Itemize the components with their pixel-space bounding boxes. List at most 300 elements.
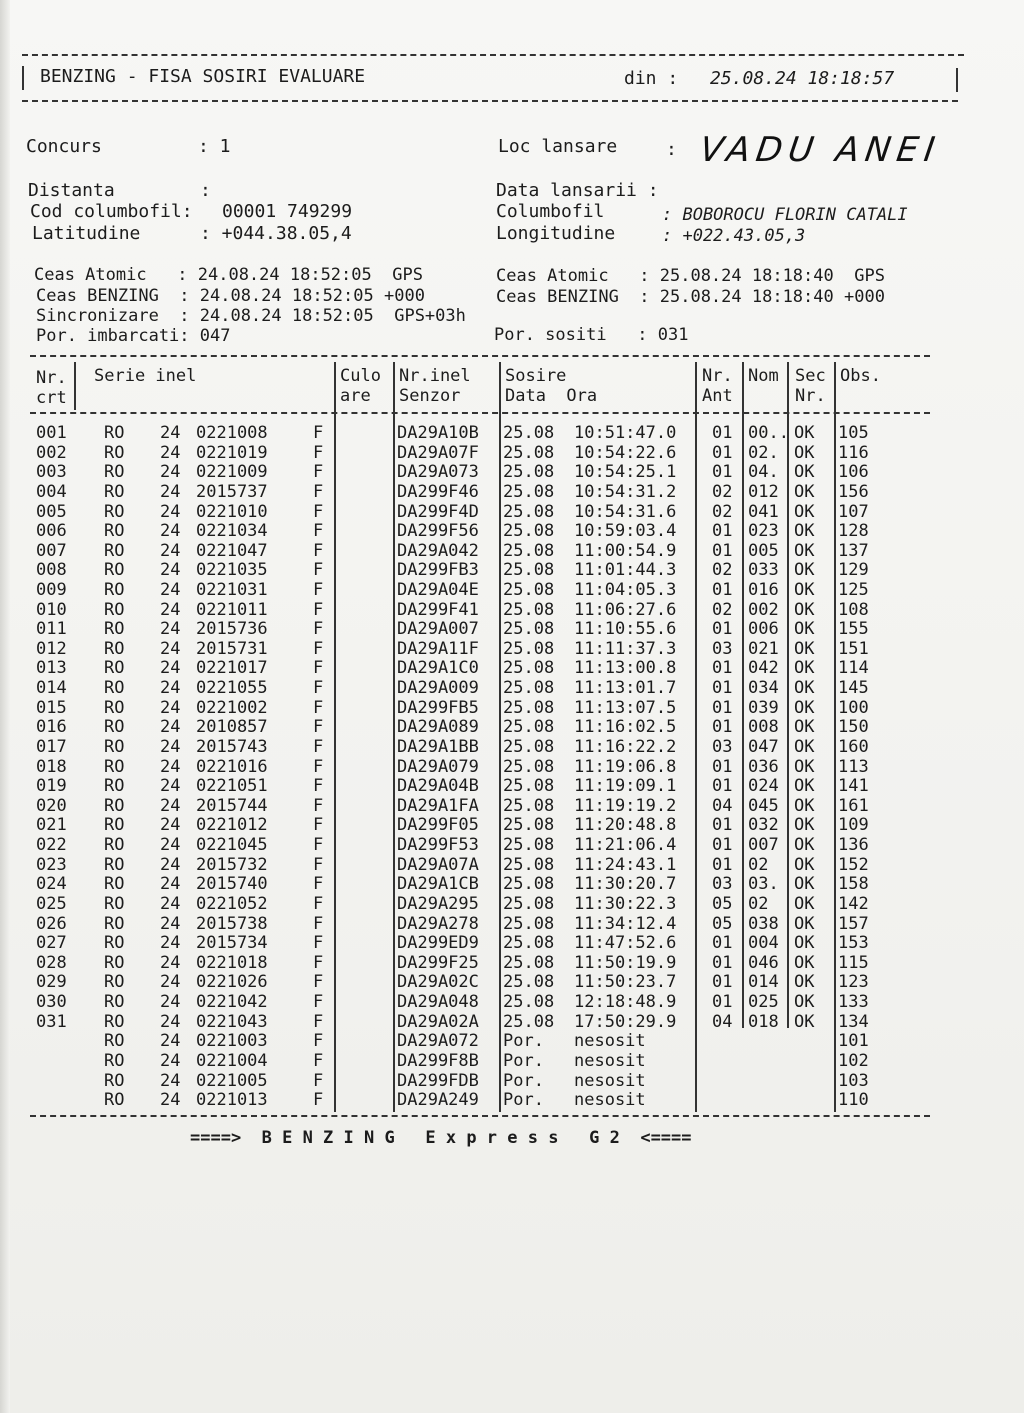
- cell-ring-number: 0221052: [196, 893, 268, 914]
- cell-country: RO: [104, 697, 125, 718]
- cell-arrival-time: 12:18:48.9: [574, 992, 677, 1012]
- cell-ring-number: 0221004: [196, 1050, 268, 1071]
- cell-antenna: 01: [712, 580, 733, 600]
- cell-sex: F: [313, 560, 324, 581]
- cell-obs: 101: [838, 1031, 869, 1052]
- cell-nom: 002: [748, 599, 779, 620]
- cell-antenna: 02: [712, 501, 733, 522]
- cell-country: RO: [104, 442, 125, 463]
- cell-sensor-ring: DA299F41: [397, 599, 479, 620]
- cell-arrival-time: nesosit: [574, 1090, 646, 1111]
- col-divider: [742, 362, 744, 1028]
- cell-year: 24: [160, 462, 181, 483]
- cell-sec-status: OK: [794, 697, 815, 718]
- cell-arrival-date: 25.08: [503, 580, 555, 600]
- cell-obs: 106: [838, 462, 869, 483]
- ceas-benzing-start: Ceas BENZING : 24.08.24 18:52:05 +000: [36, 286, 425, 306]
- cell-ring-number: 2015734: [196, 933, 268, 954]
- cell-arrival-date: 25.08: [503, 795, 555, 816]
- cell-obs: 109: [838, 815, 869, 836]
- cell-sex: F: [313, 462, 324, 483]
- table-top-rule: [30, 355, 930, 357]
- cell-arrival-time: 11:50:23.7: [574, 972, 677, 993]
- cell-obs: 161: [838, 795, 869, 816]
- cell-country: RO: [104, 972, 125, 993]
- cell-sec-status: OK: [794, 776, 815, 797]
- cell-nr-crt: 005: [36, 501, 67, 522]
- cell-country: RO: [104, 1090, 125, 1111]
- report-title: BENZING - FISA SOSIRI EVALUARE: [40, 66, 366, 87]
- cell-sex: F: [313, 736, 324, 757]
- cell-arrival-time: 10:59:03.4: [574, 521, 677, 542]
- cell-sex: F: [313, 481, 324, 502]
- cell-nom: 016: [748, 580, 779, 600]
- col-header-sosire: Sosire: [505, 366, 567, 386]
- cell-year: 24: [160, 423, 181, 443]
- cell-country: RO: [104, 481, 125, 502]
- cell-sex: F: [313, 756, 324, 777]
- cell-obs: 152: [838, 854, 869, 875]
- cell-sensor-ring: DA29A089: [397, 717, 479, 738]
- cell-arrival-date: 25.08: [503, 933, 555, 954]
- cell-ring-number: 0221035: [196, 560, 268, 581]
- cell-sec-status: OK: [794, 952, 815, 973]
- ceas-benzing-end: Ceas BENZING : 25.08.24 18:18:40 +000: [496, 287, 885, 307]
- cell-antenna: 01: [712, 678, 733, 699]
- cell-ring-number: 2015732: [196, 854, 268, 875]
- cell-antenna: 03: [712, 736, 733, 757]
- col-divider: [499, 362, 501, 1112]
- cell-country: RO: [104, 893, 125, 914]
- cell-nr-crt: 023: [36, 854, 67, 875]
- cell-sensor-ring: DA29A11F: [397, 638, 479, 659]
- cell-obs: 133: [838, 992, 869, 1012]
- loc-lansare-sep: :: [666, 139, 677, 160]
- cell-obs: 102: [838, 1050, 869, 1071]
- cell-obs: 134: [838, 1011, 869, 1032]
- cell-ring-number: 0221009: [196, 462, 268, 483]
- cell-arrival-date: 25.08: [503, 756, 555, 777]
- cell-ring-number: 2015731: [196, 638, 268, 659]
- cell-ring-number: 0221031: [196, 580, 268, 600]
- cell-obs: 137: [838, 540, 869, 561]
- cell-nom: 018: [748, 1011, 779, 1032]
- header-bottom-rule: [22, 100, 958, 102]
- cell-sec-status: OK: [794, 736, 815, 757]
- cell-obs: 158: [838, 874, 869, 895]
- col-header-sec: Sec: [795, 366, 826, 386]
- cell-country: RO: [104, 815, 125, 836]
- concurs-label: Concurs: [26, 136, 102, 157]
- cell-antenna: 01: [712, 756, 733, 777]
- cell-ring-number: 0221016: [196, 756, 268, 777]
- cell-nr-crt: 030: [36, 992, 67, 1012]
- cell-antenna: 01: [712, 442, 733, 463]
- cell-nr-crt: 015: [36, 697, 67, 718]
- cell-arrival-time: 11:30:20.7: [574, 874, 677, 895]
- cell-sex: F: [313, 815, 324, 836]
- col-divider: [787, 362, 789, 1028]
- cell-antenna: 01: [712, 521, 733, 542]
- cell-sec-status: OK: [794, 874, 815, 895]
- cell-sec-status: OK: [794, 795, 815, 816]
- cell-ring-number: 2010857: [196, 717, 268, 738]
- cell-year: 24: [160, 580, 181, 600]
- cell-sec-status: OK: [794, 638, 815, 659]
- cell-antenna: 05: [712, 913, 733, 934]
- cell-nr-crt: 012: [36, 638, 67, 659]
- cell-antenna: 01: [712, 992, 733, 1012]
- cell-ring-number: 0221043: [196, 1011, 268, 1032]
- cell-arrival-time: 11:24:43.1: [574, 854, 677, 875]
- latitudine-label: Latitudine: [32, 223, 141, 244]
- col-header-nr-ant: Nr.: [702, 366, 733, 386]
- cell-obs: 113: [838, 756, 869, 777]
- cell-antenna: 01: [712, 540, 733, 561]
- cell-nom: 04.: [748, 462, 779, 483]
- cell-arrival-time: 11:11:37.3: [574, 638, 677, 659]
- header-right-bar: [956, 68, 958, 92]
- cell-nom: 034: [748, 678, 779, 699]
- cell-nom: 032: [748, 815, 779, 836]
- cell-arrival-date: Por.: [503, 1090, 544, 1111]
- cell-nr-crt: 002: [36, 442, 67, 463]
- cell-obs: 103: [838, 1070, 869, 1091]
- cell-nom: 007: [748, 835, 779, 855]
- cell-nr-crt: 018: [36, 756, 67, 777]
- cell-sex: F: [313, 442, 324, 463]
- cell-ring-number: 0221026: [196, 972, 268, 993]
- col-divider: [334, 362, 336, 1112]
- cell-nr-crt: 024: [36, 874, 67, 895]
- cell-sec-status: OK: [794, 893, 815, 914]
- cell-country: RO: [104, 952, 125, 973]
- cell-nom: 036: [748, 756, 779, 777]
- cell-arrival-date: 25.08: [503, 619, 555, 640]
- cell-nom: 005: [748, 540, 779, 561]
- cell-arrival-date: 25.08: [503, 835, 555, 855]
- cell-sensor-ring: DA29A07A: [397, 854, 479, 875]
- cell-nr-crt: 017: [36, 736, 67, 757]
- cell-year: 24: [160, 1011, 181, 1032]
- cell-year: 24: [160, 442, 181, 463]
- cell-sex: F: [313, 972, 324, 993]
- cell-year: 24: [160, 658, 181, 679]
- cell-arrival-date: 25.08: [503, 678, 555, 699]
- cell-arrival-time: 11:19:09.1: [574, 776, 677, 797]
- cell-sec-status: OK: [794, 540, 815, 561]
- cell-sensor-ring: DA29A1CB: [397, 874, 479, 895]
- cell-ring-number: 0221013: [196, 1090, 268, 1111]
- cell-nom: 02: [748, 893, 769, 914]
- cell-country: RO: [104, 423, 125, 443]
- cell-ring-number: 2015737: [196, 481, 268, 502]
- data-lansarii-label: Data lansarii :: [496, 180, 659, 201]
- cell-antenna: 03: [712, 638, 733, 659]
- cell-year: 24: [160, 697, 181, 718]
- cell-sec-status: OK: [794, 423, 815, 443]
- cell-obs: 107: [838, 501, 869, 522]
- cell-arrival-time: 11:01:44.3: [574, 560, 677, 581]
- cell-antenna: 01: [712, 815, 733, 836]
- cell-nom: 006: [748, 619, 779, 640]
- cell-sensor-ring: DA29A009: [397, 678, 479, 699]
- distanta-value: :: [200, 180, 211, 201]
- col-divider: [393, 362, 395, 1112]
- cell-antenna: 01: [712, 952, 733, 973]
- cell-sensor-ring: DA29A04E: [397, 580, 479, 600]
- cell-antenna: 05: [712, 893, 733, 914]
- cell-sec-status: OK: [794, 835, 815, 855]
- cell-year: 24: [160, 1070, 181, 1091]
- cell-arrival-date: 25.08: [503, 481, 555, 502]
- cell-country: RO: [104, 1031, 125, 1052]
- cell-sec-status: OK: [794, 933, 815, 954]
- cell-ring-number: 0221012: [196, 815, 268, 836]
- cell-nom: 025: [748, 992, 779, 1012]
- cell-obs: 129: [838, 560, 869, 581]
- cell-arrival-date: 25.08: [503, 501, 555, 522]
- cell-sec-status: OK: [794, 913, 815, 934]
- cell-country: RO: [104, 501, 125, 522]
- cell-country: RO: [104, 992, 125, 1012]
- cell-nr-crt: 014: [36, 678, 67, 699]
- cell-country: RO: [104, 717, 125, 738]
- cell-sex: F: [313, 1011, 324, 1032]
- cell-country: RO: [104, 756, 125, 777]
- cell-obs: 108: [838, 599, 869, 620]
- col-header-senzor: Senzor: [399, 386, 461, 406]
- cell-ring-number: 0221003: [196, 1031, 268, 1052]
- cell-country: RO: [104, 638, 125, 659]
- cell-country: RO: [104, 736, 125, 757]
- cell-arrival-date: 25.08: [503, 913, 555, 934]
- cell-ring-number: 0221045: [196, 835, 268, 855]
- cell-year: 24: [160, 815, 181, 836]
- cell-country: RO: [104, 560, 125, 581]
- cell-nom: 039: [748, 697, 779, 718]
- cell-arrival-time: nesosit: [574, 1050, 646, 1071]
- cell-year: 24: [160, 756, 181, 777]
- cell-antenna: 01: [712, 717, 733, 738]
- cell-year: 24: [160, 933, 181, 954]
- cell-ring-number: 2015743: [196, 736, 268, 757]
- cell-year: 24: [160, 501, 181, 522]
- cell-arrival-date: 25.08: [503, 874, 555, 895]
- cell-arrival-time: nesosit: [574, 1070, 646, 1091]
- cell-sex: F: [313, 540, 324, 561]
- sincronizare: Sincronizare : 24.08.24 18:52:05 GPS+03h: [36, 306, 466, 326]
- cell-arrival-time: 11:21:06.4: [574, 835, 677, 855]
- cell-nr-crt: 003: [36, 462, 67, 483]
- cell-nr-crt: 022: [36, 835, 67, 855]
- cell-sensor-ring: DA299F4D: [397, 501, 479, 522]
- cell-nr-crt: 020: [36, 795, 67, 816]
- longitudine-label: Longitudine: [496, 223, 616, 244]
- cell-nom: 041: [748, 501, 779, 522]
- cell-arrival-time: 11:16:22.2: [574, 736, 677, 757]
- cell-arrival-time: 11:00:54.9: [574, 540, 677, 561]
- cell-sensor-ring: DA29A02C: [397, 972, 479, 993]
- columbofil-label: Columbofil: [496, 201, 605, 222]
- cell-arrival-date: 25.08: [503, 521, 555, 542]
- cell-arrival-date: 25.08: [503, 638, 555, 659]
- cell-sex: F: [313, 893, 324, 914]
- cell-nr-crt: 008: [36, 560, 67, 581]
- cell-ring-number: 2015744: [196, 795, 268, 816]
- cell-nom: 00..: [748, 423, 789, 443]
- cell-arrival-time: 11:19:06.8: [574, 756, 677, 777]
- cell-sensor-ring: DA299FB3: [397, 560, 479, 581]
- cell-nr-crt: 031: [36, 1011, 67, 1032]
- cell-antenna: 04: [712, 795, 733, 816]
- col-header-ant: Ant: [702, 386, 733, 406]
- cell-sensor-ring: DA299F05: [397, 815, 479, 836]
- cell-obs: 115: [838, 952, 869, 973]
- cell-sec-status: OK: [794, 619, 815, 640]
- cell-obs: 125: [838, 580, 869, 600]
- cell-year: 24: [160, 560, 181, 581]
- cell-sex: F: [313, 717, 324, 738]
- concurs-value: : 1: [198, 136, 231, 157]
- cell-sensor-ring: DA29A072: [397, 1031, 479, 1052]
- table-bottom-rule: [30, 1115, 930, 1117]
- cell-nom: 047: [748, 736, 779, 757]
- cell-sec-status: OK: [794, 658, 815, 679]
- cell-year: 24: [160, 972, 181, 993]
- cell-antenna: 01: [712, 423, 733, 443]
- cell-obs: 151: [838, 638, 869, 659]
- cell-sec-status: OK: [794, 481, 815, 502]
- cell-arrival-time: 11:20:48.8: [574, 815, 677, 836]
- cell-sex: F: [313, 1090, 324, 1111]
- cell-ring-number: 0221010: [196, 501, 268, 522]
- cell-ring-number: 0221034: [196, 521, 268, 542]
- cell-nom: 042: [748, 658, 779, 679]
- cell-arrival-time: 10:51:47.0: [574, 423, 677, 443]
- cell-year: 24: [160, 481, 181, 502]
- cell-sec-status: OK: [794, 815, 815, 836]
- cell-country: RO: [104, 874, 125, 895]
- cell-ring-number: 2015736: [196, 619, 268, 640]
- cell-country: RO: [104, 795, 125, 816]
- cell-year: 24: [160, 776, 181, 797]
- cell-antenna: 02: [712, 599, 733, 620]
- cell-ring-number: 0221047: [196, 540, 268, 561]
- cell-antenna: 01: [712, 933, 733, 954]
- cell-antenna: 01: [712, 972, 733, 993]
- distanta-label: Distanta: [28, 180, 115, 201]
- col-divider: [695, 362, 697, 1112]
- cell-obs: 105: [838, 423, 869, 443]
- longitudine-value: : +022.43.05,3: [662, 226, 806, 246]
- cell-ring-number: 0221042: [196, 992, 268, 1012]
- cell-nom: 004: [748, 933, 779, 954]
- cell-ring-number: 0221055: [196, 678, 268, 699]
- cell-antenna: 02: [712, 481, 733, 502]
- cell-obs: 157: [838, 913, 869, 934]
- cell-nr-crt: 011: [36, 619, 67, 640]
- cell-sensor-ring: DA299FDB: [397, 1070, 479, 1091]
- cell-arrival-date: Por.: [503, 1031, 544, 1052]
- cell-arrival-date: 25.08: [503, 462, 555, 483]
- cell-nom: 024: [748, 776, 779, 797]
- header-top-rule: [22, 54, 964, 56]
- cell-nom: 038: [748, 913, 779, 934]
- cell-arrival-time: 11:13:00.8: [574, 658, 677, 679]
- cell-country: RO: [104, 776, 125, 797]
- cell-year: 24: [160, 913, 181, 934]
- cell-arrival-date: 25.08: [503, 952, 555, 973]
- loc-lansare-label: Loc lansare: [498, 136, 618, 157]
- cell-arrival-date: 25.08: [503, 854, 555, 875]
- cell-year: 24: [160, 893, 181, 914]
- cell-arrival-date: 25.08: [503, 736, 555, 757]
- ceas-atomic-start: Ceas Atomic : 24.08.24 18:52:05 GPS: [34, 265, 423, 285]
- cell-sex: F: [313, 854, 324, 875]
- cell-sensor-ring: DA29A1BB: [397, 736, 479, 757]
- col-header-nrinel: Nr.inel: [399, 366, 471, 386]
- cell-country: RO: [104, 854, 125, 875]
- cell-country: RO: [104, 619, 125, 640]
- col-header-data-ora: Data Ora: [505, 386, 598, 406]
- cell-sensor-ring: DA29A042: [397, 540, 479, 561]
- cell-nr-crt: 019: [36, 776, 67, 797]
- cell-year: 24: [160, 599, 181, 620]
- cell-arrival-date: 25.08: [503, 1011, 555, 1032]
- cell-sensor-ring: DA29A10B: [397, 423, 479, 443]
- cell-sex: F: [313, 580, 324, 600]
- cell-ring-number: 0221051: [196, 776, 268, 797]
- cell-year: 24: [160, 638, 181, 659]
- cell-country: RO: [104, 835, 125, 855]
- cell-arrival-time: 11:10:55.6: [574, 619, 677, 640]
- cell-country: RO: [104, 521, 125, 542]
- cell-nr-crt: 029: [36, 972, 67, 993]
- cell-sec-status: OK: [794, 678, 815, 699]
- cell-year: 24: [160, 992, 181, 1012]
- cell-year: 24: [160, 717, 181, 738]
- col-header-sec-nr: Nr.: [795, 386, 826, 406]
- cell-sec-status: OK: [794, 1011, 815, 1032]
- cell-arrival-time: 11:06:27.6: [574, 599, 677, 620]
- cell-arrival-time: 11:34:12.4: [574, 913, 677, 934]
- cell-obs: 110: [838, 1090, 869, 1111]
- cell-sex: F: [313, 1050, 324, 1071]
- cell-year: 24: [160, 540, 181, 561]
- cell-nom: 021: [748, 638, 779, 659]
- cell-sensor-ring: DA29A07F: [397, 442, 479, 463]
- cell-arrival-time: 11:30:22.3: [574, 893, 677, 914]
- cell-arrival-date: 25.08: [503, 442, 555, 463]
- cell-ring-number: 2015740: [196, 874, 268, 895]
- cell-nr-crt: 025: [36, 893, 67, 914]
- cell-obs: 153: [838, 933, 869, 954]
- cell-arrival-date: 25.08: [503, 697, 555, 718]
- cell-ring-number: 0221002: [196, 697, 268, 718]
- cell-ring-number: 0221008: [196, 423, 268, 443]
- cell-sec-status: OK: [794, 462, 815, 483]
- cell-arrival-time: 11:16:02.5: [574, 717, 677, 738]
- cell-year: 24: [160, 678, 181, 699]
- cod-columbofil-value: 00001 749299: [222, 201, 353, 222]
- cell-country: RO: [104, 678, 125, 699]
- col-header-culo: Culo: [340, 366, 381, 386]
- cell-arrival-date: 25.08: [503, 893, 555, 914]
- cell-sec-status: OK: [794, 580, 815, 600]
- cell-sex: F: [313, 776, 324, 797]
- cell-obs: 150: [838, 717, 869, 738]
